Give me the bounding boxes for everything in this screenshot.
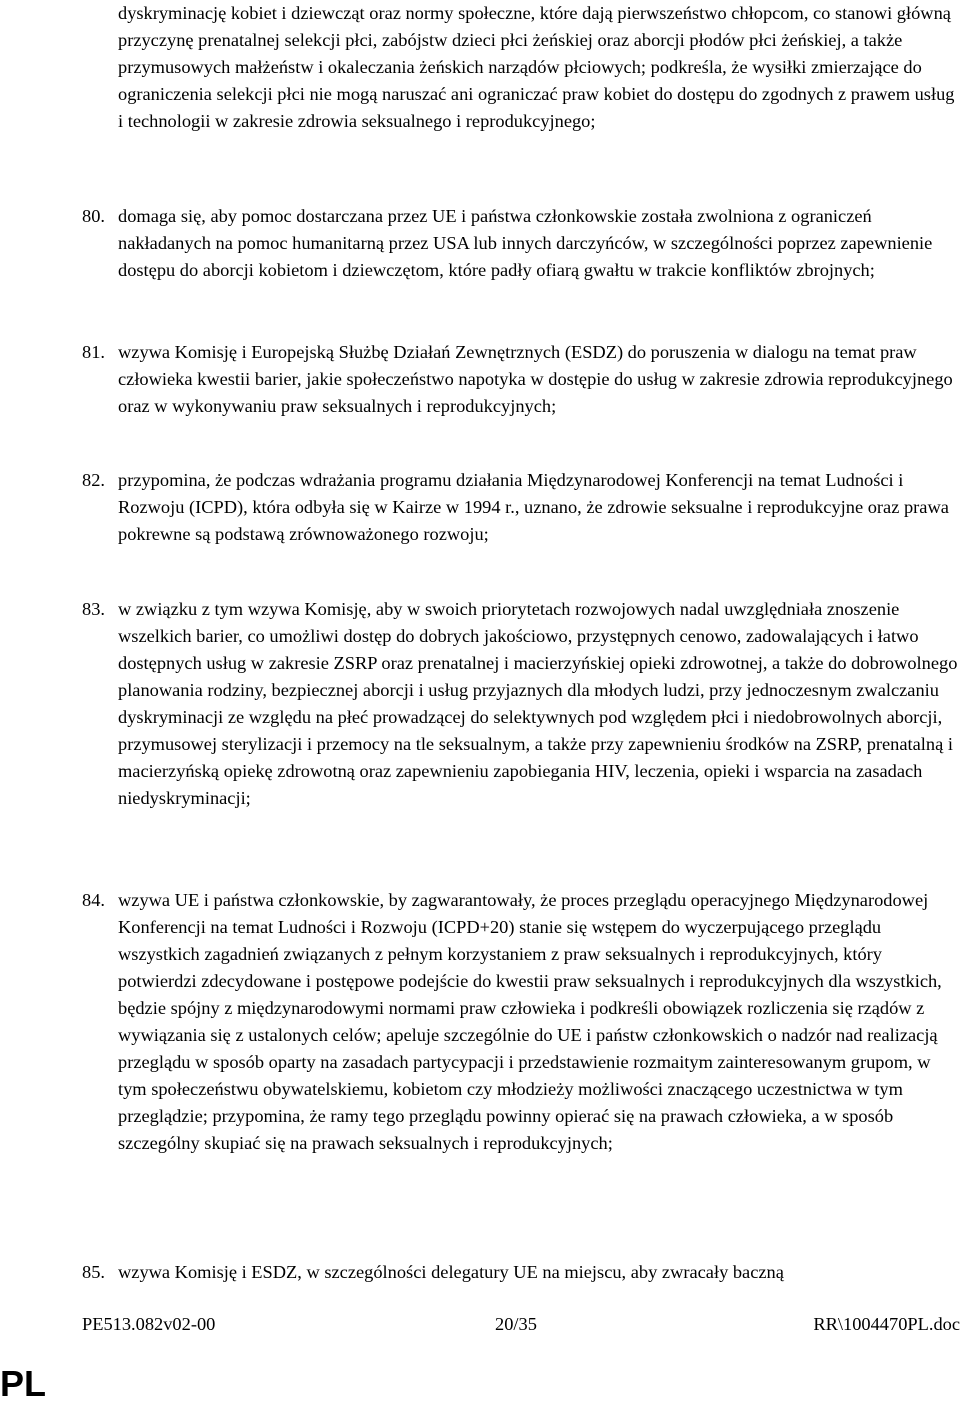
paragraph-text: domaga się, aby pomoc dostarczana przez UE i państwa członkowskie została zwolniona z ograniczeń nakładanych na pomoc humanitarną przez USA lub innych darczyńców, w szczególności poprzez zapewnienie dostępu do aborcji kobietom i dziewczętom, które padły ofiarą gwałtu w trakcie konfliktów zbrojnych;: [118, 206, 933, 280]
footer-file-name: RR\1004470PL.doc: [813, 1314, 960, 1334]
paragraph-83: [82, 596, 960, 812]
paragraph-continuation: dyskryminację kobiet i dziewcząt oraz normy społeczne, które dają pierwszeństwo chłopcom, co stanowi główną przyczynę prenatalnej selekcji płci, zabójstw dzieci płci żeńskiej oraz aborcji płodów płci żeńskiej, a także przymusowych małżeństw i okaleczania żeńskich narządów płciowych; podkreśla, że wysiłki zmierzające do ograniczenia selekcji płci nie mogą naruszać ani ograniczać praw kobiet do dostępu do zgodnych z prawem usług i technologii w zakresie zdrowia seksualnego i reprodukcyjnego;: [118, 3, 955, 131]
paragraph-text: wzywa Komisję i ESDZ, w szczególności delegatury UE na miejscu, aby zwracały baczną: [118, 1262, 784, 1282]
language-code: PL: [0, 1363, 47, 1404]
paragraph-82: [82, 467, 960, 548]
paragraph-85: [82, 1259, 960, 1286]
page-footer: [82, 1311, 960, 1337]
footer-page-number: 20/35: [495, 1314, 537, 1334]
paragraph-number: 84.: [82, 890, 105, 910]
paragraph-80: [82, 203, 960, 284]
paragraph-number: 83.: [82, 599, 105, 619]
paragraph-text: wzywa UE i państwa członkowskie, by zagwarantowały, że proces przeglądu operacyjnego Międzynarodowej Konferencji na temat Ludności i Rozwoju (ICPD+20) stanie się wstępem do wyczerpującego przeglądu wszystkich zagadnień związanych z pełnym korzystaniem z praw seksualnych i reprodukcyjnych, który potwierdzi zdecydowane i postępowe podejście do kwestii praw seksualnych i reprodukcyjnych dla wszystkich, będzie spójny z międzynarodowymi normami praw człowieka i podkreśli obowiązek rozliczenia się rządów z wywiązania się z ustalonych celów; apeluje szczególnie do UE i państw członkowskich o nadzór nad realizacją przeglądu w sposób oparty na zasadach partycypacji i przedstawienie rozmaitym zainteresowanym grupom, w tym społeczeństwu obywatelskiemu, kobietom czy młodzieży możliwości znaczącego uczestnictwa w tym przeglądzie; przypomina, że ramy tego przeglądu powinny opierać się na prawach człowieka, a w sposób szczególny skupiać się na prawach seksualnych i reprodukcyjnych;: [118, 890, 942, 1153]
paragraph-84: [82, 887, 960, 1157]
paragraph-text: wzywa Komisję i Europejską Służbę Działań Zewnętrznych (ESDZ) do poruszenia w dialogu na temat praw człowieka kwestii barier, jakie społeczeństwo napotyka w dostępie do usług w zakresie zdrowia reprodukcyjnego oraz w wykonywaniu praw seksualnych i reprodukcyjnych;: [118, 342, 953, 416]
paragraph-number: 82.: [82, 470, 105, 490]
paragraph-81: [82, 339, 960, 420]
paragraph-text: przypomina, że podczas wdrażania programu działania Międzynarodowej Konferencji na temat Ludności i Rozwoju (ICPD), która odbyła się w Kairze w 1994 r., uznano, że zdrowie seksualne i reprodukcyjne oraz prawa pokrewne są podstawą zrównoważonego rozwoju;: [118, 470, 949, 544]
footer-doc-ref: PE513.082v02-00: [82, 1314, 216, 1334]
paragraph-number: 80.: [82, 206, 105, 226]
paragraph-number: 85.: [82, 1262, 105, 1282]
paragraph-number: 81.: [82, 342, 105, 362]
paragraph-text: w związku z tym wzywa Komisję, aby w swoich priorytetach rozwojowych nadal uwzględniała znoszenie wszelkich barier, co umożliwi dostęp do dobrych jakościowo, przystępnych cenowo, zadowalających i łatwo dostępnych usług w zakresie ZSRP oraz prenatalnej i macierzyńskiej opieki zdrowotnej, a także do dobrowolnego planowania rodziny, bezpiecznej aborcji i usług przyjaznych dla młodych ludzi, przy jednoczesnym zwalczaniu dyskryminacji ze względu na płeć prowadzącej do selektywnych pod względem płci i niedobrowolnych aborcji, przymusowej sterylizacji i przemocy na tle seksualnym, a także przy zapewnieniu środków na ZSRP, prenatalną i macierzyńską opiekę zdrowotną oraz zapewnieniu zapobiegania HIV, leczenia, opieki i wsparcia na zasadach niedyskryminacji;: [118, 599, 958, 808]
